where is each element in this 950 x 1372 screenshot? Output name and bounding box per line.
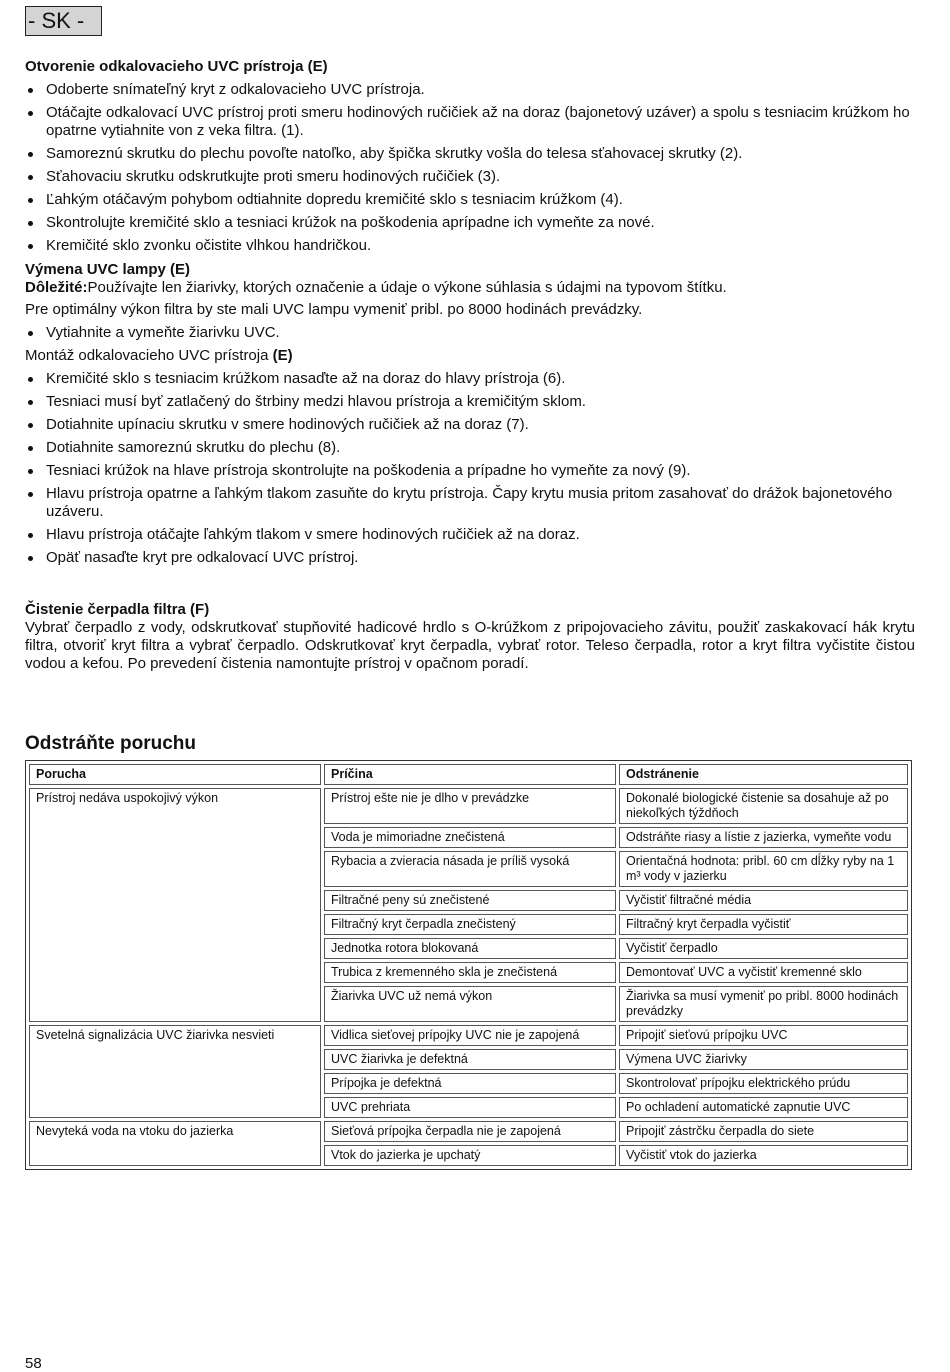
important-note	[25, 279, 915, 297]
cause-cell: UVC žiarivka je defektná	[324, 1049, 616, 1070]
pump-cleaning-section	[25, 601, 915, 673]
section-heading-pump-cleaning: Čistenie čerpadla filtra (F)	[25, 601, 210, 618]
assembly-heading-ref: (E)	[272, 347, 293, 364]
troubleshooting-title: Odstráňte poruchu	[25, 733, 197, 754]
header-remedy: Odstránenie	[619, 764, 908, 785]
header-fault: Porucha	[29, 764, 321, 785]
replace-lamp-list	[25, 324, 915, 342]
section-heading-assembly	[25, 347, 915, 365]
troubleshooting-table	[25, 760, 912, 1170]
important-text: Používajte len žiarivky, ktorých označenie a údaje o výkone súhlasia s údajmi na typovom štítku.	[87, 279, 727, 296]
cause-cell: Sieťová prípojka čerpadla nie je zapojená	[324, 1121, 616, 1142]
open-uvc-list	[25, 81, 915, 255]
remedy-cell: Žiarivka sa musí vymeniť po pribl. 8000 hodinách prevádzky	[619, 986, 908, 1022]
list-item: Skontrolujte kremičité sklo a tesniaci krúžok na poškodenia aprípadne ich vymeňte za nové.	[25, 214, 915, 232]
list-item: Kremičité sklo zvonku očistite vlhkou handričkou.	[25, 237, 915, 255]
list-item: Dotiahnite upínaciu skrutku v smere hodinových ručičiek až na doraz (7).	[25, 416, 915, 434]
cause-cell: Vidlica sieťovej prípojky UVC nie je zapojená	[324, 1025, 616, 1046]
lamp-replacement-note: Pre optimálny výkon filtra by ste mali UVC lampu vymeniť pribl. po 8000 hodinách prevádzky.	[25, 301, 643, 318]
cause-cell: Jednotka rotora blokovaná	[324, 938, 616, 959]
remedy-cell: Filtračný kryt čerpadla vyčistiť	[619, 914, 908, 935]
list-item: Hlavu prístroja otáčajte ľahkým tlakom v smere hodinových ručičiek až na doraz.	[25, 526, 915, 544]
troubleshooting-table-body	[29, 788, 908, 1166]
list-item: Samoreznú skrutku do plechu povoľte natoľko, aby špička skrutky vošla do telesa sťahovacej skrutky (2).	[25, 145, 915, 163]
list-item: Tesniaci krúžok na hlave prístroja skontrolujte na poškodenia a prípadne ho vymeňte za nový (9).	[25, 462, 915, 480]
list-item: Sťahovaciu skrutku odskrutkujte proti smeru hodinových ručičiek (3).	[25, 168, 915, 186]
list-item: Opäť nasaďte kryt pre odkalovací UVC prístroj.	[25, 549, 915, 567]
language-badge: - SK -	[25, 6, 102, 36]
remedy-cell: Výmena UVC žiarivky	[619, 1049, 908, 1070]
remedy-cell: Orientačná hodnota: pribl. 60 cm dĺžky ryby na 1 m³ vody v jazierku	[619, 851, 908, 887]
fault-cell: Prístroj nedáva uspokojivý výkon	[29, 788, 321, 1022]
list-item: Dotiahnite samoreznú skrutku do plechu (8).	[25, 439, 915, 457]
cause-cell: Prípojka je defektná	[324, 1073, 616, 1094]
remedy-cell: Dokonalé biologické čistenie sa dosahuje až po niekoľkých týždňoch	[619, 788, 908, 824]
remedy-cell: Vyčistiť čerpadlo	[619, 938, 908, 959]
cause-cell: Filtračné peny sú znečistené	[324, 890, 616, 911]
list-item: Kremičité sklo s tesniacim krúžkom nasaďte až na doraz do hlavy prístroja (6).	[25, 370, 915, 388]
cause-cell: Prístroj ešte nie je dlho v prevádzke	[324, 788, 616, 824]
remedy-cell: Pripojiť zástrčku čerpadla do siete	[619, 1121, 908, 1142]
remedy-cell: Demontovať UVC a vyčistiť kremenné sklo	[619, 962, 908, 983]
cause-cell: Rybacia a zvieracia násada je príliš vysoká	[324, 851, 616, 887]
table-row	[29, 788, 908, 824]
cause-cell: Voda je mimoriadne znečistená	[324, 827, 616, 848]
assembly-list	[25, 370, 915, 567]
remedy-cell: Skontrolovať prípojku elektrického prúdu	[619, 1073, 908, 1094]
remedy-cell: Vyčistiť vtok do jazierka	[619, 1145, 908, 1166]
important-label: Dôležité:	[25, 279, 88, 296]
remedy-cell: Odstráňte riasy a lístie z jazierka, vymeňte vodu	[619, 827, 908, 848]
remedy-cell: Vyčistiť filtračné média	[619, 890, 908, 911]
list-item: Ľahkým otáčavým pohybom odtiahnite dopredu kremičité sklo s tesniacim krúžkom (4).	[25, 191, 915, 209]
fault-cell: Svetelná signalizácia UVC žiarivka nesvieti	[29, 1025, 321, 1118]
remedy-cell: Po ochladení automatické zapnutie UVC	[619, 1097, 908, 1118]
instructions-content	[25, 58, 915, 673]
table-row	[29, 1121, 908, 1142]
list-item: Vytiahnite a vymeňte žiarivku UVC.	[25, 324, 915, 342]
assembly-heading-text: Montáž odkalovacieho UVC prístroja	[25, 347, 273, 364]
section-heading-replace-lamp: Výmena UVC lampy (E)	[25, 261, 191, 278]
table-header-row	[29, 764, 908, 785]
cause-cell: Trubica z kremenného skla je znečistená	[324, 962, 616, 983]
list-item: Odoberte snímateľný kryt z odkalovacieho UVC prístroja.	[25, 81, 915, 99]
section-heading-open-uvc: Otvorenie odkalovacieho UVC prístroja (E)	[25, 58, 328, 75]
list-item: Otáčajte odkalovací UVC prístroj proti smeru hodinových ručičiek až na doraz (bajonetový uzáver) a spolu s tesniacim krúžkom ho opatrne vytiahnite von z veka filtra. (1).	[25, 104, 915, 140]
cause-cell: UVC prehriata	[324, 1097, 616, 1118]
cause-cell: Filtračný kryt čerpadla znečistený	[324, 914, 616, 935]
list-item: Tesniaci musí byť zatlačený do štrbiny medzi hlavou prístroja a kremičitým sklom.	[25, 393, 915, 411]
page-number: 58	[25, 1355, 42, 1372]
fault-cell: Nevyteká voda na vtoku do jazierka	[29, 1121, 321, 1166]
list-item: Hlavu prístroja opatrne a ľahkým tlakom zasuňte do krytu prístroja. Čapy krytu musia pritom zasahovať do drážok bajonetového uzáveru.	[25, 485, 915, 521]
cause-cell: Žiarivka UVC už nemá výkon	[324, 986, 616, 1022]
remedy-cell: Pripojiť sieťovú prípojku UVC	[619, 1025, 908, 1046]
table-row	[29, 1025, 908, 1046]
cause-cell: Vtok do jazierka je upchatý	[324, 1145, 616, 1166]
header-cause: Príčina	[324, 764, 616, 785]
pump-cleaning-text: Vybrať čerpadlo z vody, odskrutkovať stupňovité hadicové hrdlo s O-krúžkom z pripojovacieho závitu, použiť zaskakovací hák krytu filtra, otvoriť kryt filtra a vybrať čerpadlo. Odskrutkovať kryt čerpadla, vybrať rotor. Teleso čerpadla, rotor a kryt filtra vyčistite čistou vodou a kefou. Po prevedení čistenia namontujte prístroj v opačnom poradí.	[25, 619, 915, 672]
